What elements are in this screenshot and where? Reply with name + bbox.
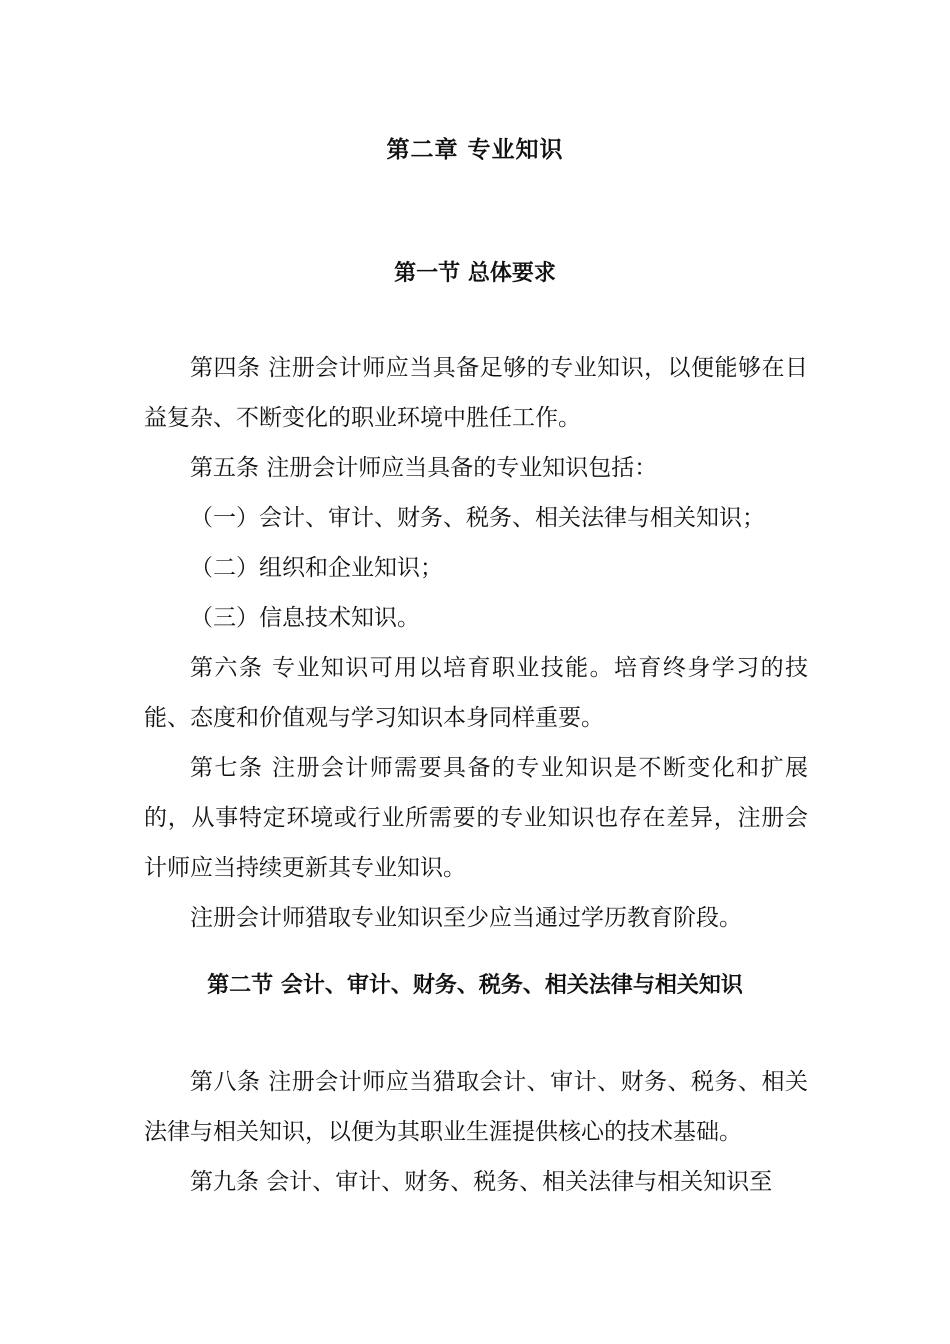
article-4: 第四条 注册会计师应当具备足够的专业知识，以便能够在日益复杂、不断变化的职业环境中胜任工作。 — [144, 355, 808, 431]
article-6: 第六条 专业知识可用以培育职业技能。培育终身学习的技能、态度和价值观与学习知识本身同样重要。 — [144, 655, 808, 731]
section-title-1: 第一节 总体要求 — [394, 261, 556, 286]
article-9: 第九条 会计、审计、财务、税务、相关法律与相关知识至 — [190, 1169, 773, 1195]
article-7-paragraph-2: 注册会计师猎取专业知识至少应当通过学历教育阶段。 — [190, 905, 742, 931]
list-item-3: （三）信息技术知识。 — [190, 605, 420, 631]
chapter-title: 第二章 专业知识 — [386, 137, 564, 163]
list-item-1: （一）会计、审计、财务、税务、相关法律与相关知识； — [190, 505, 765, 531]
list-item-2: （二）组织和企业知识； — [190, 555, 443, 581]
article-8: 第八条 注册会计师应当猎取会计、审计、财务、税务、相关法律与相关知识，以便为其职业生涯提供核心的技术基础。 — [144, 1069, 808, 1145]
article-5: 第五条 注册会计师应当具备的专业知识包括： — [190, 455, 658, 481]
article-7: 第七条 注册会计师需要具备的专业知识是不断变化和扩展的，从事特定环境或行业所需要的专业知识也存在差异，注册会计师应当持续更新其专业知识。 — [144, 755, 808, 881]
section-title-2: 第二节 会计、审计、财务、税务、相关法律与相关知识 — [207, 973, 743, 998]
